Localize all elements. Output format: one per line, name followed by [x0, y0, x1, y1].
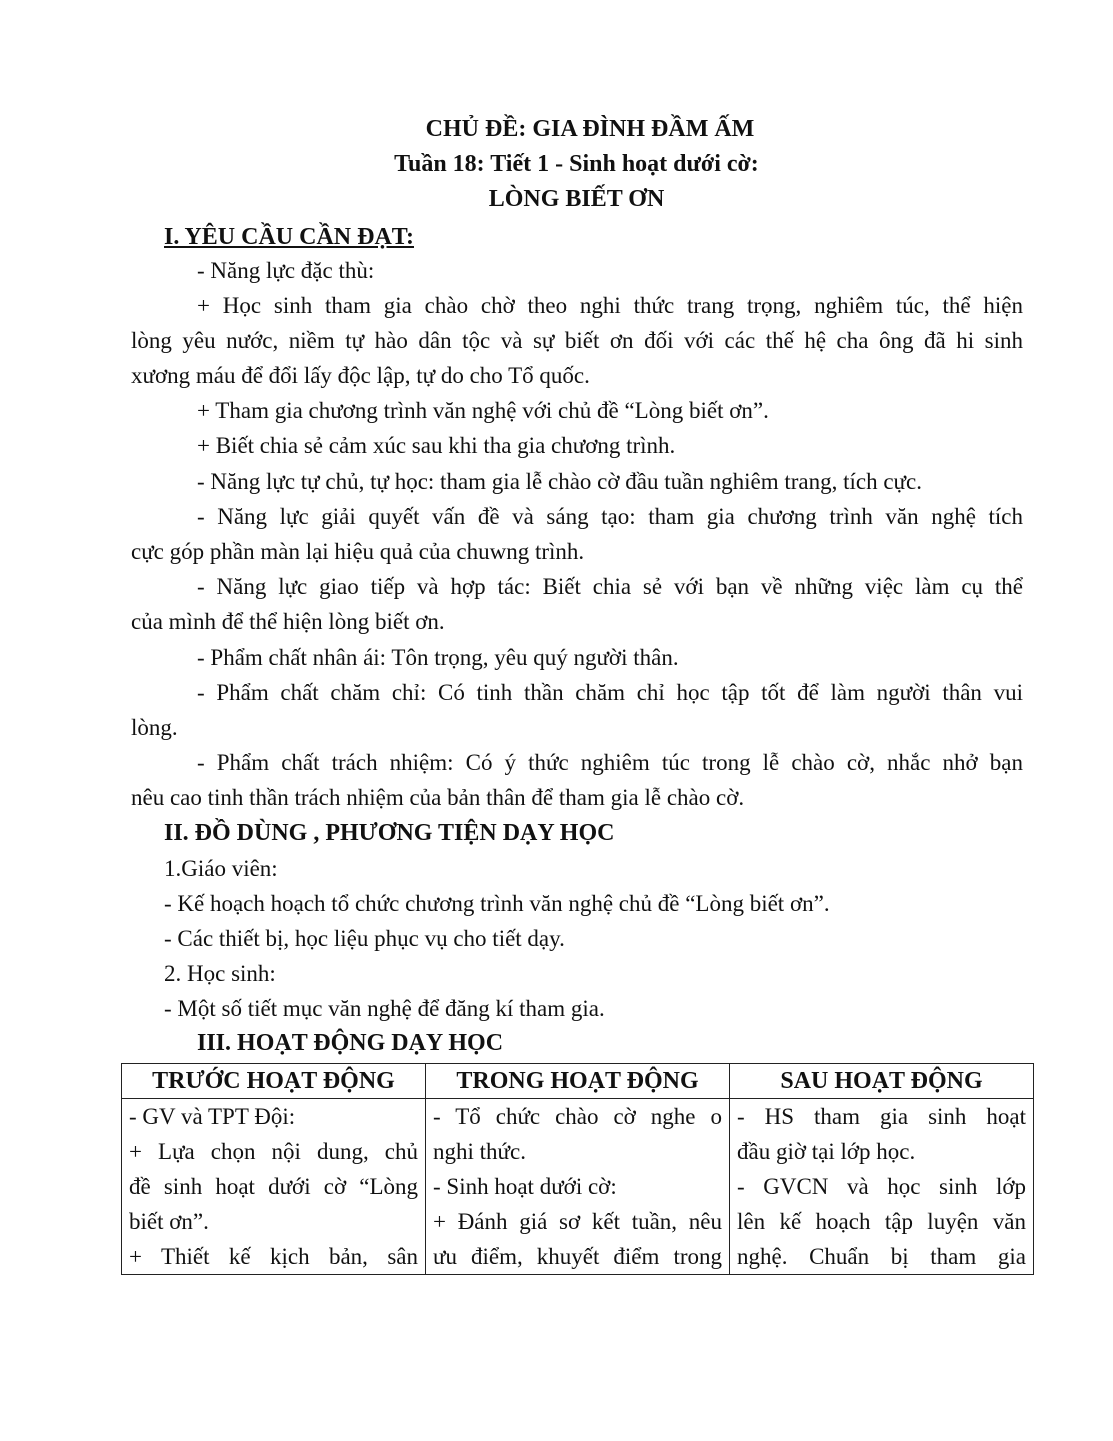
s1-line-2: lòng yêu nước, niềm tự hào dân tộc và sự biết ơn đối với các thế hệ cha ông đã hi sinh — [131, 328, 1023, 353]
s1-line-3: xương máu để đổi lấy độc lập, tự do cho Tổ quốc. — [131, 363, 590, 388]
cell-line: - GV và TPT Đội: — [129, 1104, 296, 1129]
s1-line-9: - Năng lực giao tiếp và hợp tác: Biết chia sẻ với bạn về những việc làm cụ thể — [197, 574, 1023, 599]
s1-line-12: - Phẩm chất chăm chỉ: Có tinh thần chăm chỉ học tập tốt để làm người thân vui — [197, 680, 1023, 705]
header-during-activity: TRONG HOẠT ĐỘNG — [426, 1064, 730, 1099]
s2-line-0: 1.Giáo viên: — [164, 856, 278, 881]
header-before-activity: TRƯỚC HOẠT ĐỘNG — [122, 1064, 426, 1099]
s1-line-4: + Tham gia chương trình văn nghệ với chủ đề “Lòng biết ơn”. — [197, 398, 769, 423]
s1-line-1: + Học sinh tham gia chào chờ theo nghi thức trang trọng, nghiêm túc, thể hiện — [197, 293, 1023, 318]
header-after-activity: SAU HOẠT ĐỘNG — [730, 1064, 1034, 1099]
cell-line: + Đánh giá sơ kết tuần, nêu — [433, 1209, 722, 1234]
s1-line-14: - Phẩm chất trách nhiệm: Có ý thức nghiêm túc trong lễ chào cờ, nhắc nhở bạn — [197, 750, 1023, 775]
s1-line-15: nêu cao tinh thần trách nhiệm của bản thân để tham gia lễ chào cờ. — [131, 785, 745, 810]
section-3-heading: III. HOẠT ĐỘNG DẠY HỌC — [197, 1030, 504, 1056]
cell-line: + Thiết kế kịch bản, sân — [129, 1244, 418, 1269]
table-row — [122, 1099, 1034, 1275]
cell-line: + Lựa chọn nội dung, chủ — [129, 1139, 418, 1164]
s1-line-5: + Biết chia sẻ cảm xúc sau khi tha gia chương trình. — [197, 433, 676, 458]
s1-line-0: - Năng lực đặc thù: — [197, 258, 375, 283]
topic-title: CHỦ ĐỀ: GIA ĐÌNH ĐẦM ẤM — [425, 116, 755, 142]
s2-line-3: 2. Học sinh: — [164, 961, 276, 986]
cell-line: đề sinh hoạt dưới cờ “Lòng — [129, 1174, 418, 1199]
cell-line: - HS tham gia sinh hoạt — [737, 1104, 1026, 1129]
cell-after-activity — [730, 1099, 1034, 1275]
lesson-title: Tuần 18: Tiết 1 - Sinh hoạt dưới cờ: — [394, 151, 759, 177]
s1-line-8: cực góp phần màn lại hiệu quả của chuwng trình. — [131, 539, 585, 564]
s2-line-4: - Một số tiết mục văn nghệ để đăng kí tham gia. — [164, 996, 605, 1021]
cell-line: nghệ. Chuẩn bị tham gia — [737, 1244, 1026, 1269]
cell-line: ưu điểm, khuyết điểm trong — [433, 1244, 722, 1269]
cell-line: - Tổ chức chào cờ nghe o — [433, 1104, 722, 1129]
cell-line: biết ơn”. — [129, 1209, 209, 1234]
cell-line: - Sinh hoạt dưới cờ: — [433, 1174, 617, 1199]
cell-line: lên kế hoạch tập luyện văn — [737, 1209, 1026, 1234]
s1-line-11: - Phẩm chất nhân ái: Tôn trọng, yêu quý người thân. — [197, 645, 679, 670]
section-2-heading: II. ĐỒ DÙNG , PHƯƠNG TIỆN DẠY HỌC — [164, 820, 615, 846]
activity-table — [121, 1063, 1034, 1275]
lesson-subtitle: LÒNG BIẾT ƠN — [488, 186, 665, 212]
s2-line-2: - Các thiết bị, học liệu phục vụ cho tiết dạy. — [164, 926, 565, 951]
section-1-heading: I. YÊU CẦU CẦN ĐẠT: — [164, 224, 414, 250]
cell-line: nghi thức. — [433, 1139, 526, 1164]
table-header-row — [122, 1064, 1034, 1099]
s1-line-6: - Năng lực tự chủ, tự học: tham gia lễ chào cờ đầu tuần nghiêm trang, tích cực. — [197, 469, 922, 494]
cell-line: - GVCN và học sinh lớp — [737, 1174, 1026, 1199]
s1-line-7: - Năng lực giải quyết vấn đề và sáng tạo: tham gia chương trình văn nghệ tích — [197, 504, 1023, 529]
cell-line: đầu giờ tại lớp học. — [737, 1139, 916, 1164]
cell-during-activity — [426, 1099, 730, 1275]
s1-line-13: lòng. — [131, 715, 178, 740]
cell-before-activity — [122, 1099, 426, 1275]
s1-line-10: của mình để thể hiện lòng biết ơn. — [131, 609, 445, 634]
s2-line-1: - Kế hoạch hoạch tổ chức chương trình văn nghệ chủ đề “Lòng biết ơn”. — [164, 891, 830, 916]
